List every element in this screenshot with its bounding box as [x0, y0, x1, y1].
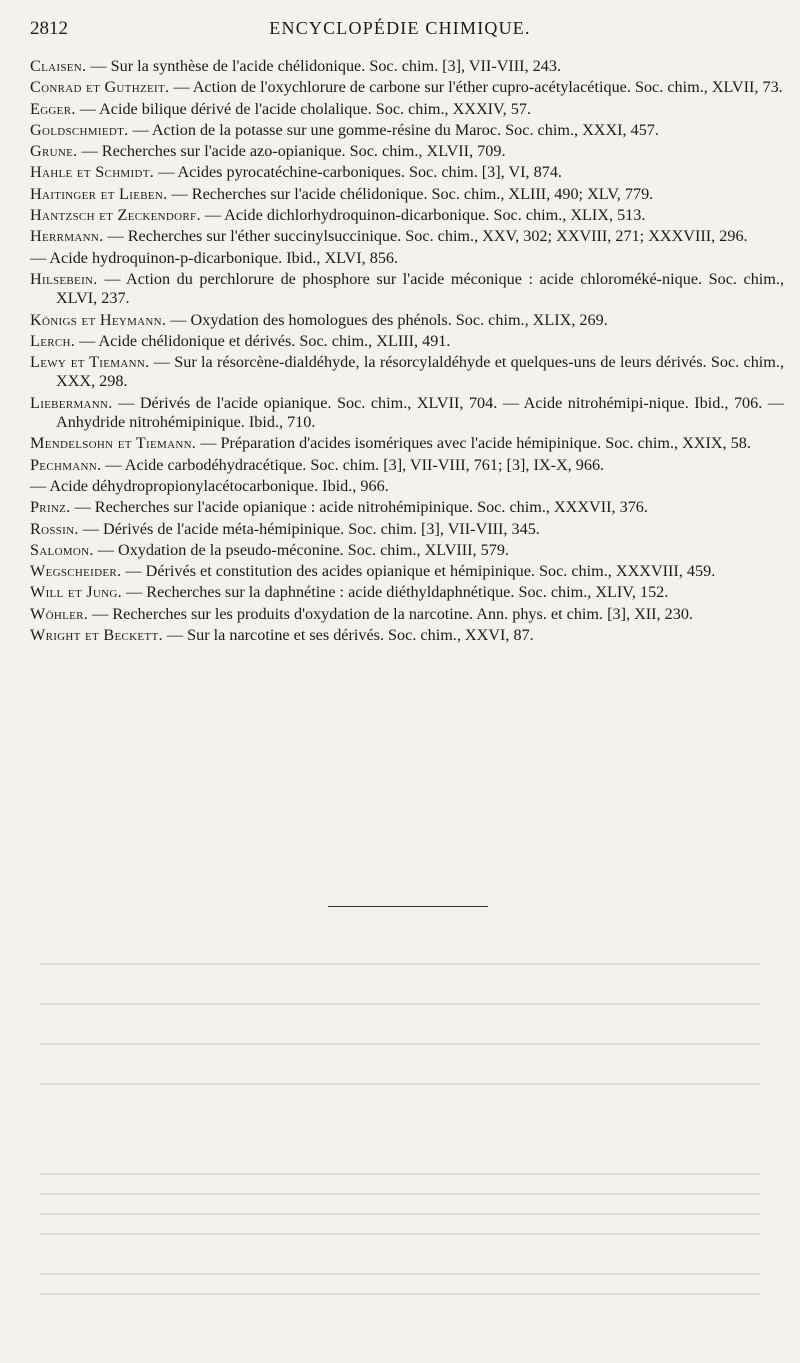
reference-author: Egger. [30, 99, 76, 118]
bleed-through-line [40, 960, 760, 969]
reference-entry [30, 353, 784, 392]
reference-text: — Recherches sur l'acide azo-opianique. Soc. chim., XLVII, 709. [77, 142, 506, 161]
reference-text: — Acide carbodéhydracétique. Soc. chim. [3], VII-VIII, 761; [3], IX-X, 966. [101, 455, 605, 474]
bibliography-list [30, 57, 784, 647]
reference-entry [30, 163, 784, 182]
reference-author: Wöhler. [30, 604, 89, 623]
reference-text: — Acide déhydropropionylacétocarbonique. Ibid., 966. [30, 476, 389, 495]
reference-text: — Recherches sur l'acide opianique : acide nitrohémipinique. Soc. chim., XXXVII, 376. [70, 498, 648, 517]
bleed-through-line [40, 1190, 760, 1199]
reference-text: — Sur la résorcène-dialdéhyde, la résorcylaldéhyde et quelques-uns de leurs dérivés. Soc. chim., XXX, 298. [56, 353, 784, 391]
reference-entry [30, 477, 784, 496]
reference-text: — Recherches sur la daphnétine : acide diéthyldaphnétique. Soc. chim., XLIV, 152. [122, 583, 669, 602]
reference-text: — Dérivés et constitution des acides opianique et hémipinique. Soc. chim., XXXVIII, 459. [121, 562, 716, 581]
reference-entry [30, 227, 784, 246]
reference-entry [30, 456, 784, 475]
reference-text: — Dérivés de l'acide opianique. Soc. chim., XLVII, 704. — Acide nitrohémipi-nique. Ibid., 706. — Anhydride nitrohémipinique. Ibid., 710. [56, 393, 784, 432]
reference-text: — Acide hydroquinon-p-dicarbonique. Ibid., XLVI, 856. [30, 248, 399, 267]
reference-author: Herrmann. [30, 227, 104, 246]
reference-entry [30, 121, 784, 140]
reference-entry [30, 142, 784, 161]
reference-text: — Acide bilique dérivé de l'acide cholalique. Soc. chim., XXXIV, 57. [75, 99, 531, 118]
reference-author: Wegscheider. [30, 562, 122, 581]
reference-author: Mendelsohn et Tiemann. [30, 434, 197, 453]
page-number: 2812 [30, 18, 68, 39]
reference-text: — Action du perchlorure de phosphore sur l'acide méconique : acide chloroméké-nique. Soc. chim., XLVI, 237. [56, 269, 784, 308]
reference-author: Hilsebein. [30, 269, 98, 288]
reference-entry [30, 498, 784, 517]
reference-entry [30, 78, 784, 97]
reference-entry [30, 206, 784, 225]
reference-author: Wright et Beckett. [30, 626, 163, 645]
reference-entry [30, 185, 784, 204]
bleed-through-line [40, 1040, 760, 1049]
reference-text: — Action de l'oxychlorure de carbone sur l'éther cupro-acétylacétique. Soc. chim., XLVII, 73. [169, 78, 783, 97]
reference-entry [30, 541, 784, 560]
reference-entry [30, 270, 784, 309]
running-title: ENCYCLOPÉDIE CHIMIQUE. [269, 18, 531, 38]
bleed-through-line [40, 1000, 760, 1009]
reference-entry [30, 605, 784, 624]
reference-entry [30, 626, 784, 645]
reference-author: Rossin. [30, 519, 79, 538]
reference-entry [30, 583, 784, 602]
reference-entry [30, 100, 784, 119]
reference-entry [30, 249, 784, 268]
reference-text: — Préparation d'acides isomériques avec l'acide hémipinique. Soc. chim., XXIX, 58. [196, 434, 751, 453]
bleed-through-line [40, 1210, 760, 1219]
reference-author: Goldschmiedt. [30, 120, 129, 139]
reference-text: — Recherches sur l'acide chélidonique. Soc. chim., XLIII, 490; XLV, 779. [167, 184, 654, 203]
reference-entry [30, 520, 784, 539]
reference-text: — Recherches sur les produits d'oxydation de la narcotine. Ann. phys. et chim. [3], XII, 230. [88, 604, 693, 623]
section-divider [328, 906, 488, 907]
reference-author: Prinz. [30, 498, 71, 517]
bleed-through-line [40, 1290, 760, 1299]
reference-entry [30, 57, 784, 76]
reference-author: Hantzsch et Zeckendorf. [30, 206, 201, 225]
reference-author: Hahle et Schmidt. [30, 163, 155, 182]
reference-author: Grune. [30, 142, 78, 161]
reference-entry [30, 332, 784, 351]
reference-entry [30, 562, 784, 581]
reference-author: Will et Jung. [30, 583, 122, 602]
reference-text: — Recherches sur l'éther succinylsuccinique. Soc. chim., XXV, 302; XXVIII, 271; XXXVIII, 296. [103, 227, 748, 246]
reference-text: — Dérivés de l'acide méta-hémipinique. Soc. chim. [3], VII-VIII, 345. [78, 519, 540, 538]
reference-entry [30, 311, 784, 330]
reference-author: Lewy et Tiemann. [30, 353, 150, 372]
reference-author: Pechmann. [30, 455, 102, 474]
reference-text: — Action de la potasse sur une gomme-résine du Maroc. Soc. chim., XXXI, 457. [128, 120, 659, 139]
page-header [30, 18, 770, 44]
reference-text: — Oxydation de la pseudo-méconine. Soc. chim., XLVIII, 579. [93, 540, 509, 559]
reference-text: — Sur la narcotine et ses dérivés. Soc. chim., XXVI, 87. [162, 626, 534, 645]
reference-author: Liebermann. [30, 393, 113, 412]
reference-text: — Acides pyrocatéchine-carboniques. Soc. chim. [3], VI, 874. [154, 163, 562, 182]
reference-text: — Acide dichlorhydroquinon-dicarbonique. Soc. chim., XLIX, 513. [200, 206, 646, 225]
reference-text: — Sur la synthèse de l'acide chélidonique. Soc. chim. [3], VII-VIII, 243. [86, 57, 561, 75]
reference-author: Haitinger et Lieben. [30, 184, 168, 203]
reference-entry [30, 394, 784, 433]
bleed-through-line [40, 1230, 760, 1239]
bleed-through-line [40, 1080, 760, 1089]
reference-text: — Oxydation des homologues des phénols. Soc. chim., XLIX, 269. [166, 310, 608, 329]
reference-author: Claisen. [30, 57, 87, 75]
reference-entry [30, 434, 784, 453]
reference-text: — Acide chélidonique et dérivés. Soc. chim., XLIII, 491. [75, 331, 451, 350]
reference-author: Königs et Heymann. [30, 310, 167, 329]
bleed-through-line [40, 1270, 760, 1279]
reference-author: Lerch. [30, 331, 76, 350]
reference-author: Conrad et Guthzeit. [30, 78, 170, 97]
bleed-through-line [40, 1170, 760, 1179]
reference-author: Salomon. [30, 540, 94, 559]
